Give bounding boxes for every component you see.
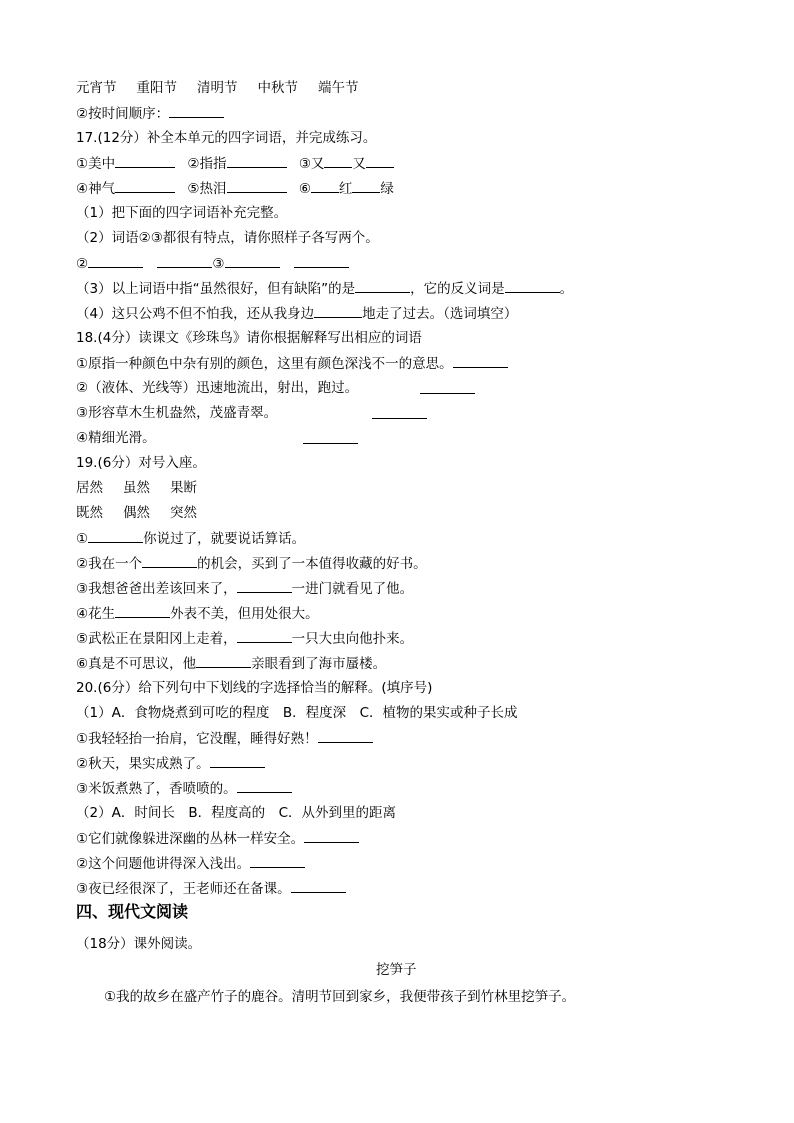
answer-blank[interactable] (420, 393, 475, 394)
text: ③夜已经很深了，王老师还在备课。 (76, 881, 291, 897)
answer-blank[interactable] (196, 653, 251, 668)
answer-blank[interactable] (250, 853, 305, 868)
answer-blank[interactable] (303, 443, 358, 444)
word: 突然 (170, 505, 197, 521)
q17-row2 (76, 178, 394, 199)
q19-item (76, 578, 413, 599)
answer-blank[interactable] (505, 278, 560, 293)
answer-blank[interactable] (115, 178, 175, 193)
q18-item: ③形容草木生机盎然，茂盛青翠。 (76, 405, 278, 421)
text: 一进门就看见了他。 (291, 581, 414, 597)
word: 既然 (76, 505, 103, 521)
q18-item (76, 353, 508, 374)
word: 清明节 (197, 80, 238, 96)
text: 你说过了，就要说话算话。 (143, 531, 306, 547)
prompt: ②按时间顺序： (76, 106, 170, 122)
q17-sub3 (76, 278, 573, 299)
answer-blank[interactable] (304, 828, 359, 843)
text: 一只大虫向他扑来。 (291, 631, 414, 647)
label: ② (76, 256, 89, 272)
q20-item (76, 753, 265, 774)
q20-part1-options: （1）A．食物烧煮到可吃的程度 B．程度深 C．植物的果实或种子长成 (76, 705, 518, 721)
q19-item (76, 653, 386, 674)
passage-paragraph: ①我的故乡在盛产竹子的鹿谷。清明节回到家乡，我便带孩子到竹林里挖笋子。 (104, 989, 576, 1005)
label: ③ (212, 256, 225, 272)
text: ①原指一种颜色中杂有别的颜色，这里有颜色深浅不一的意思。 (76, 356, 453, 372)
answer-blank[interactable] (142, 553, 197, 568)
answer-blank[interactable] (237, 578, 292, 593)
idiom-prefix: ①美中 (76, 156, 116, 172)
q20-part2-options: （2）A．时间长 B．程度高的 C．从外到里的距离 (76, 805, 397, 821)
answer-blank[interactable] (366, 153, 394, 168)
q18-title: 18.(4分）读课文《珍珠鸟》请你根据解释写出相应的词语 (76, 330, 422, 346)
text: ②秋天，果实成熟了。 (76, 756, 210, 772)
idiom-prefix: ④神气 (76, 181, 116, 197)
answer-blank[interactable] (291, 878, 346, 893)
answer-blank[interactable] (157, 253, 212, 268)
answer-blank[interactable] (115, 603, 170, 618)
text: ①它们就像躲进深幽的丛林一样安全。 (76, 831, 305, 847)
text: ②这个问题他讲得深入浅出。 (76, 856, 251, 872)
answer-blank[interactable] (210, 753, 265, 768)
idiom-prefix: ⑤热泪 (187, 181, 227, 197)
answer-blank[interactable] (314, 303, 362, 318)
answer-blank[interactable] (355, 278, 410, 293)
q19-word-bank-row (76, 503, 217, 523)
answer-blank[interactable] (324, 153, 352, 168)
q20-item (76, 878, 346, 899)
answer-blank[interactable] (237, 628, 292, 643)
q20-item (76, 778, 292, 799)
text: ，它的反义词是 (410, 281, 505, 297)
q19-item (76, 528, 305, 549)
word: 中秋节 (257, 80, 298, 96)
idiom-mid: 绿 (380, 181, 394, 197)
answer-blank[interactable] (237, 778, 292, 793)
answer-blank[interactable] (227, 178, 287, 193)
idiom-prefix: ⑥ (298, 181, 311, 197)
q17-sub2-answers (76, 253, 349, 274)
text: ⑤武松正在景阳冈上走着， (76, 631, 237, 647)
text: ③米饭煮熟了，香喷喷的。 (76, 781, 237, 797)
word: 偶然 (123, 505, 150, 521)
answer-blank[interactable] (453, 353, 508, 368)
text: 的机会，买到了一本值得收藏的好书。 (197, 556, 427, 572)
q18-item: ②（液体、光线等）迅速地流出，射出，跑过。 (76, 380, 359, 396)
answer-blank[interactable] (88, 253, 143, 268)
word: 元宵节 (76, 80, 117, 96)
text: 亲眼看到了海市蜃楼。 (251, 656, 387, 672)
text: 地走了过去。（选词填空） (362, 306, 518, 322)
q19-item (76, 553, 427, 574)
q17-title: 17.(12分）补全本单元的四字词语，并完成练习。 (76, 130, 377, 146)
text: ④花生 (76, 606, 116, 622)
answer-blank[interactable] (294, 253, 349, 268)
q17-row1 (76, 153, 394, 174)
word: 虽然 (123, 480, 150, 496)
q18-item: ④精细光滑。 (76, 430, 156, 446)
idiom-mid: 又 (352, 156, 366, 172)
q17-sub1: （1）把下面的四字词语补充完整。 (76, 205, 288, 221)
word: 端午节 (318, 80, 359, 96)
answer-blank[interactable] (169, 103, 224, 118)
q19-title: 19.(6分）对号入座。 (76, 455, 206, 471)
q17-sub2: （2）词语②③都很有特点，请你照样子各写两个。 (76, 230, 379, 246)
q20-item (76, 728, 373, 749)
section-intro: （18分）课外阅读。 (76, 936, 202, 952)
answer-blank[interactable] (88, 528, 143, 543)
text: 外表不美，但用处很大。 (170, 606, 319, 622)
text: （4）这只公鸡不但不怕我，还从我身边 (76, 306, 315, 322)
answer-blank[interactable] (311, 178, 339, 193)
answer-blank[interactable] (372, 418, 427, 419)
answer-blank[interactable] (225, 253, 280, 268)
text: ⑥真是不可思议，他 (76, 656, 197, 672)
word: 重阳节 (136, 80, 177, 96)
word: 果断 (170, 480, 197, 496)
text: 。 (559, 281, 574, 297)
word: 居然 (76, 480, 103, 496)
q16-sort-line (76, 103, 224, 124)
q19-item (76, 603, 319, 624)
q20-item (76, 853, 305, 874)
q20-title: 20.(6分）给下列句中下划线的字选择恰当的解释。(填序号) (76, 680, 433, 696)
section-heading: 四、现代文阅读 (76, 902, 189, 921)
passage-title: 挖笋子 (376, 962, 417, 978)
text: （3）以上词语中指“虽然很好，但有缺陷”的是 (76, 281, 356, 297)
idiom-prefix: ③又 (298, 156, 325, 172)
answer-blank[interactable] (352, 178, 380, 193)
q19-word-bank-row (76, 478, 217, 498)
text: ① (76, 531, 89, 547)
q19-item (76, 628, 413, 649)
q17-sub4 (76, 303, 517, 324)
idiom-mid: 红 (338, 181, 353, 197)
idiom-prefix: ②指指 (187, 156, 227, 172)
text: ③我想爸爸出差该回来了， (76, 581, 237, 597)
text: ①我轻轻抬一抬肩，它没醒，睡得好熟！ (76, 731, 318, 747)
answer-blank[interactable] (115, 153, 175, 168)
answer-blank[interactable] (318, 728, 373, 743)
text: ②我在一个 (76, 556, 143, 572)
q20-item (76, 828, 359, 849)
answer-blank[interactable] (227, 153, 287, 168)
festival-words-row (76, 78, 379, 98)
